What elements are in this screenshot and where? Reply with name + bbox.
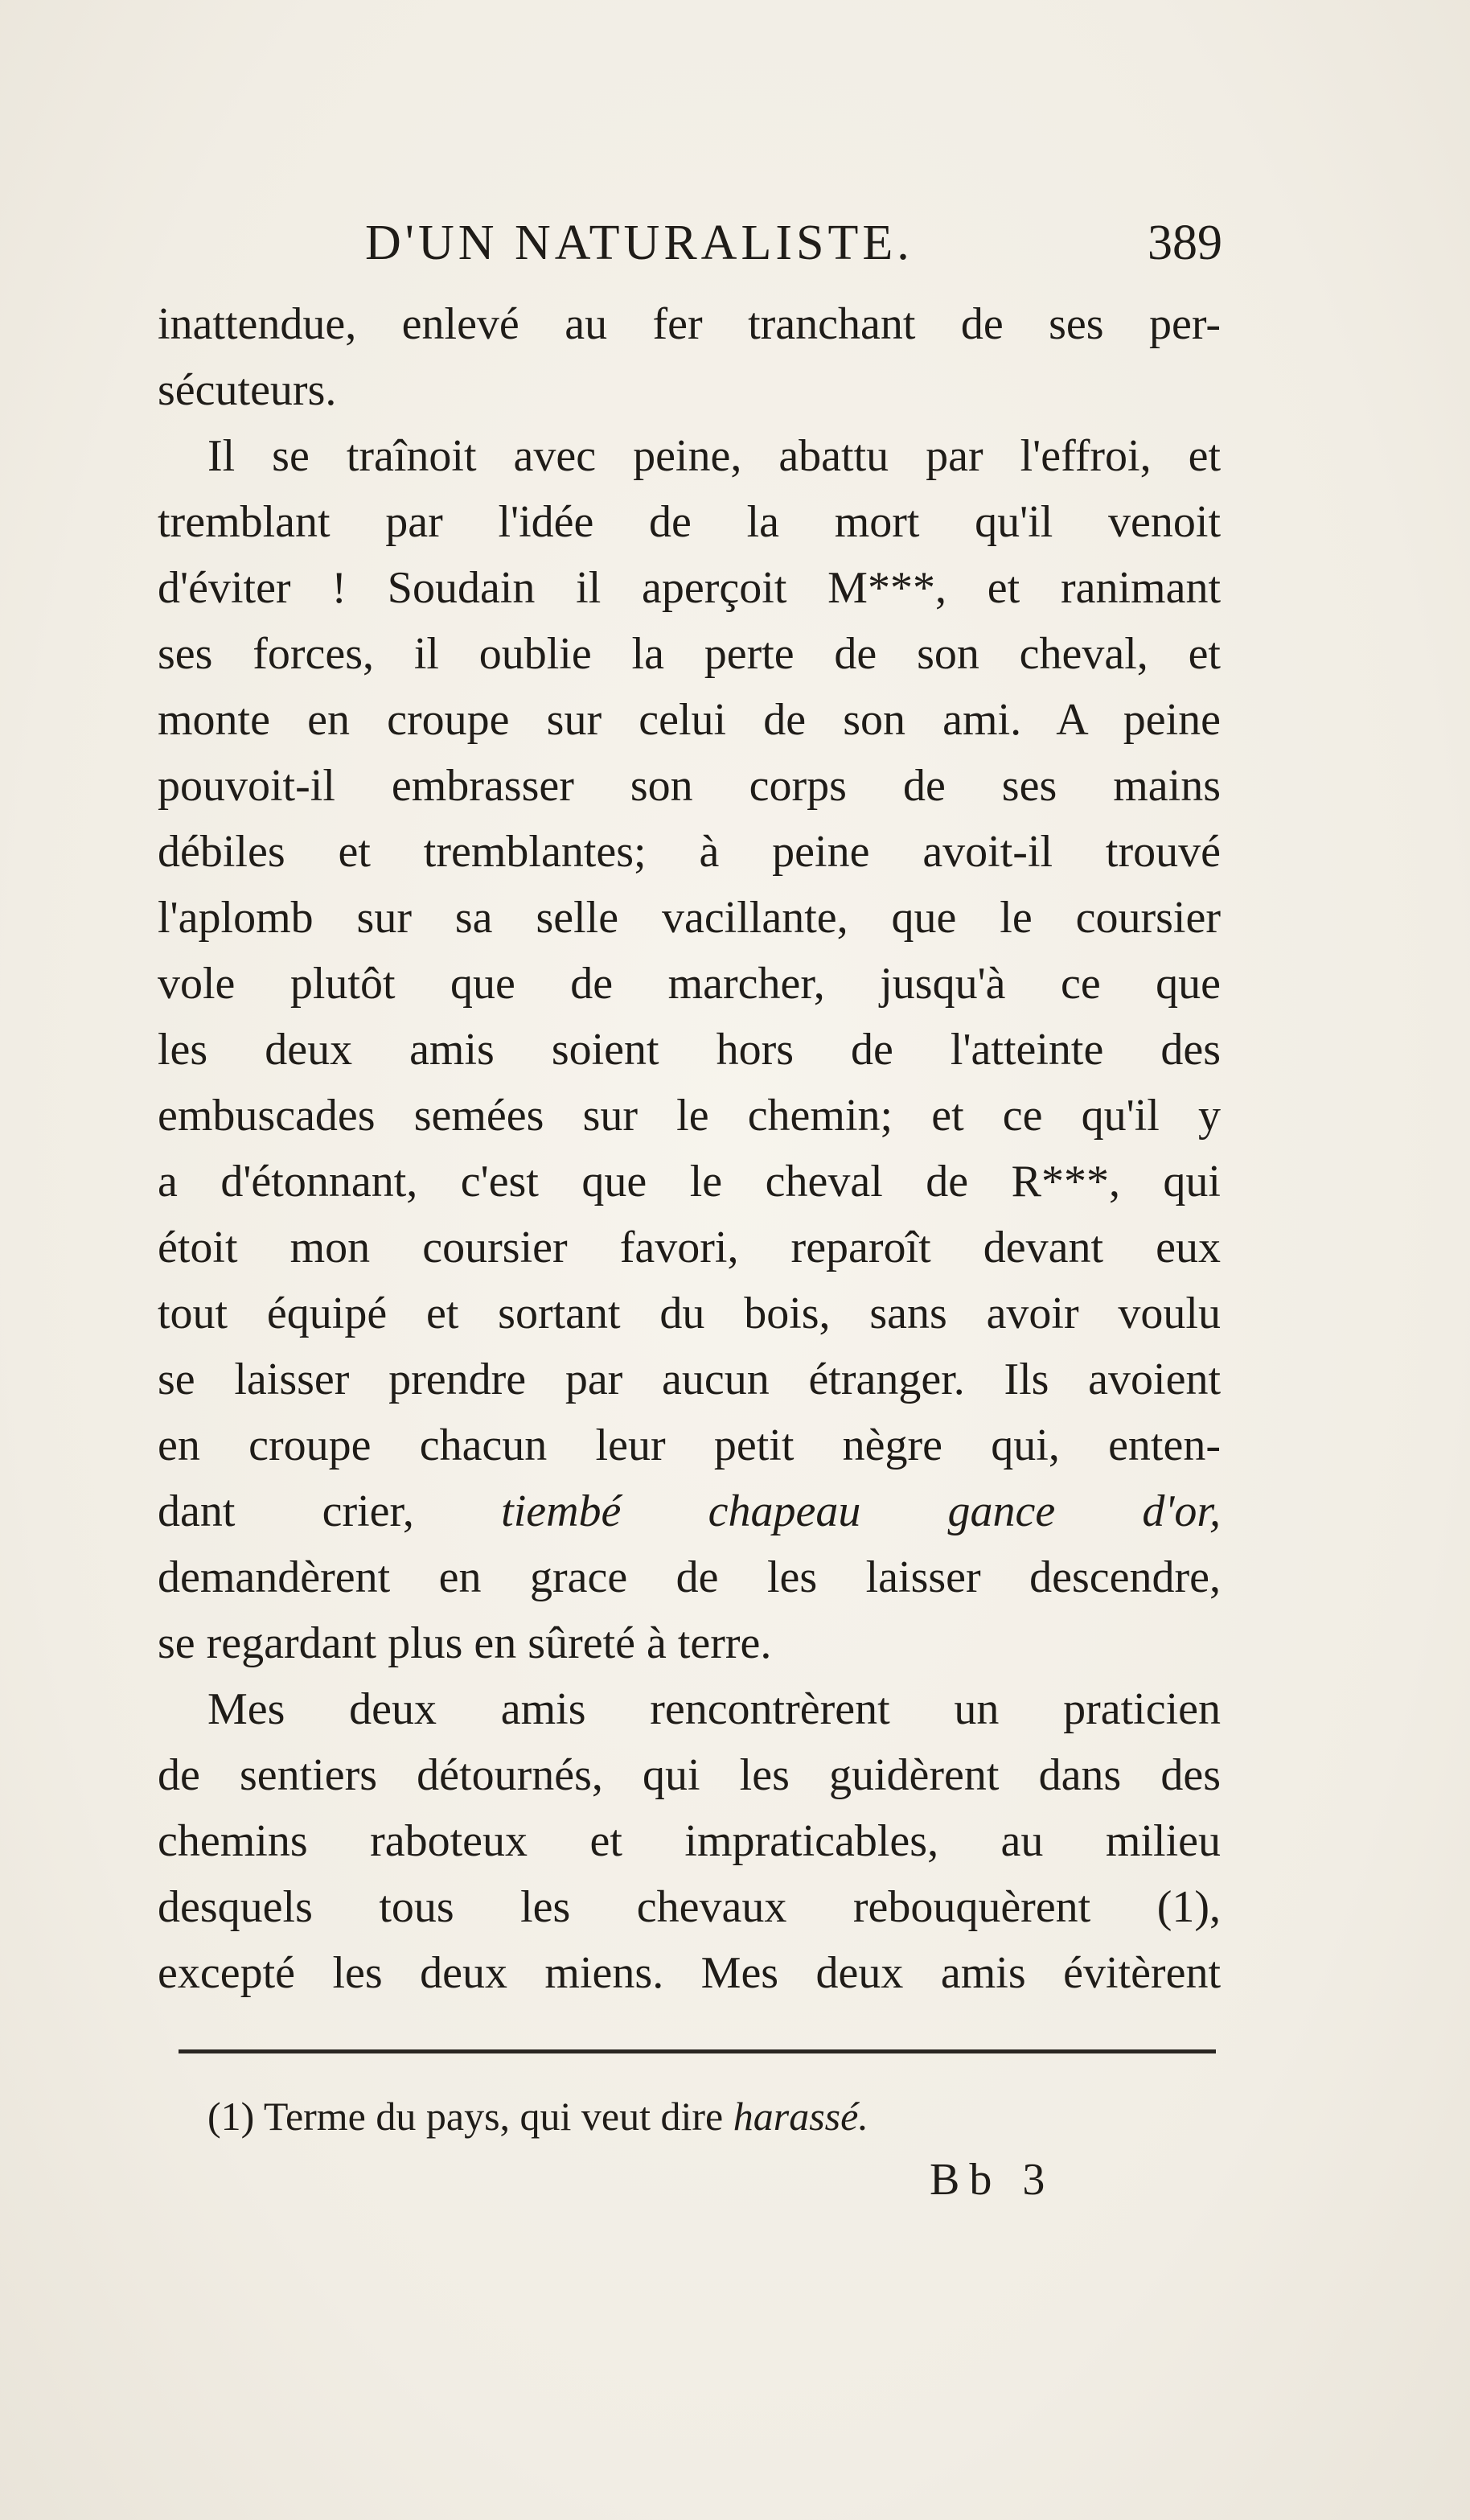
running-head: D'UN NATURALISTE. (365, 216, 914, 270)
text-line: chemins raboteux et impraticables, au milieu (158, 1816, 1221, 1866)
text-line: débiles et tremblantes; à peine avoit-il trouvé (158, 827, 1221, 877)
text-line: les deux amis soient hors de l'atteinte des (158, 1025, 1221, 1075)
text-line: se laisser prendre par aucun étranger. Ils avoient (158, 1355, 1221, 1404)
text-fragment: dant crier, (158, 1486, 414, 1536)
text-line: de sentiers détournés, qui les guidèrent dans des (158, 1750, 1221, 1800)
text-line: étoit mon coursier favori, reparoît devant eux (158, 1223, 1221, 1272)
text-line: ses forces, il oublie la perte de son cheval, et (158, 629, 1221, 679)
text-line: sécuteurs. (158, 365, 337, 415)
footnote (207, 2088, 868, 2144)
text-line: demandèrent en grace de les laisser descendre, (158, 1552, 1221, 1602)
text-line: desquels tous les chevaux rebouquèrent (1), (158, 1882, 1221, 1932)
text-line: se regardant plus en sûreté à terre. (158, 1618, 772, 1668)
text-line: a d'étonnant, c'est que le cheval de R***, qui (158, 1157, 1221, 1207)
footnote-italic-word: harassé. (733, 2094, 868, 2139)
text-line-with-italic (158, 1478, 1221, 1544)
text-line: tremblant par l'idée de la mort qu'il venoit (158, 497, 1221, 547)
text-line: tout équipé et sortant du bois, sans avoir voulu (158, 1289, 1221, 1338)
text-line: inattendue, enlevé au fer tranchant de ses per- (158, 299, 1221, 349)
text-line: l'aplomb sur sa selle vacillante, que le coursier (158, 893, 1221, 943)
signature-mark: Bb 3 (930, 2155, 1055, 2205)
footnote-rule (179, 2049, 1216, 2053)
page-header (161, 211, 1222, 275)
italic-phrase: tiembé chapeau gance d'or, (501, 1486, 1221, 1536)
text-line: Il se traînoit avec peine, abattu par l'effroi, et (207, 431, 1221, 481)
text-line: en croupe chacun leur petit nègre qui, enten- (158, 1420, 1221, 1470)
page-number: 389 (1148, 216, 1222, 270)
footnote-text: (1) Terme du pays, qui veut dire (207, 2094, 724, 2139)
text-line: vole plutôt que de marcher, jusqu'à ce que (158, 959, 1221, 1009)
text-line: Mes deux amis rencontrèrent un praticien (207, 1684, 1221, 1734)
body-text (158, 291, 1221, 2006)
text-line: pouvoit-il embrasser son corps de ses mains (158, 761, 1221, 811)
text-line: excepté les deux miens. Mes deux amis évitèrent (158, 1948, 1221, 1998)
text-line: monte en croupe sur celui de son ami. A peine (158, 695, 1221, 745)
text-line: embuscades semées sur le chemin; et ce qu'il y (158, 1091, 1221, 1141)
text-line: d'éviter ! Soudain il aperçoit M***, et ranimant (158, 563, 1221, 613)
